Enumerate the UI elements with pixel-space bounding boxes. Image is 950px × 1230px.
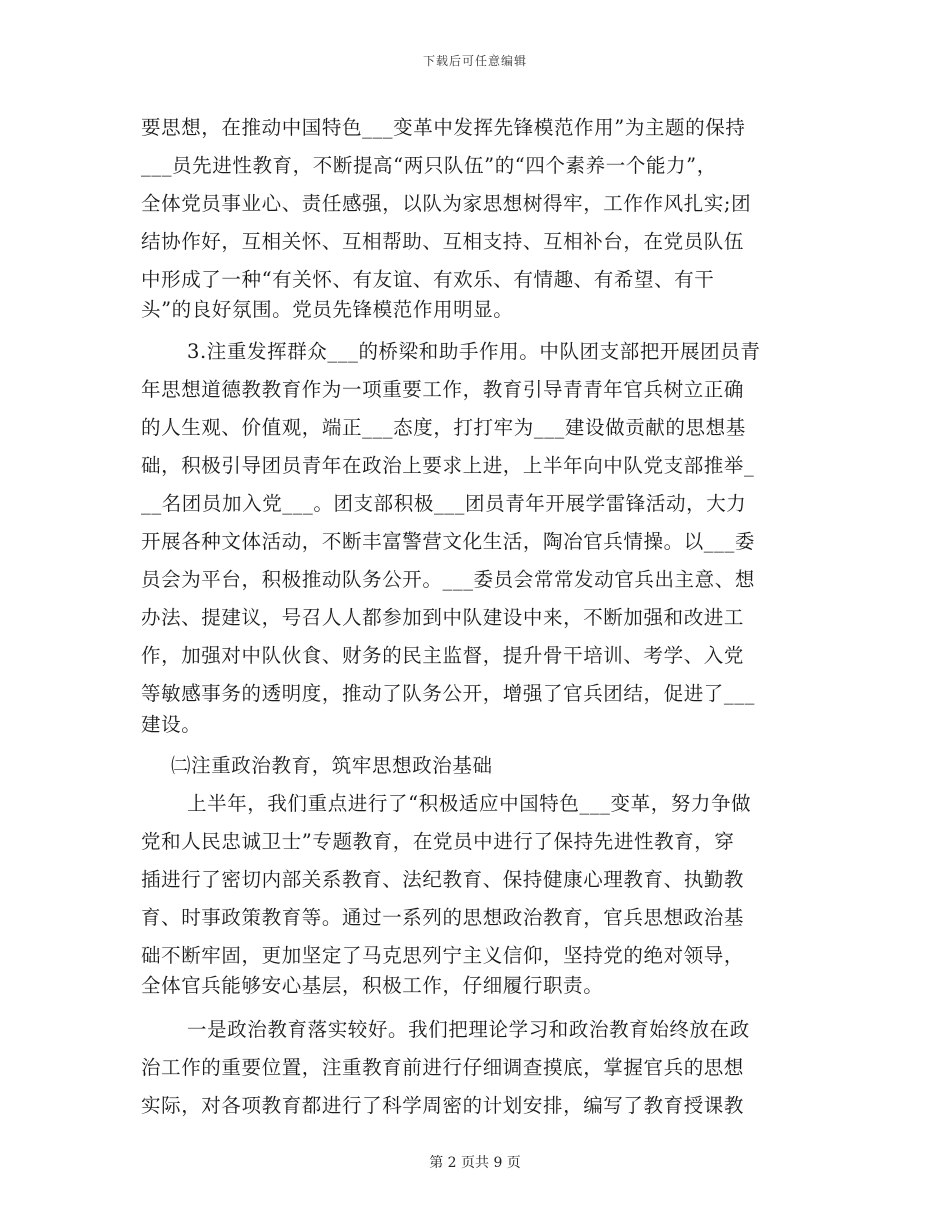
body-line: 础不断牢固，更加坚定了马克思列宁主义信仰，坚持党的绝对领导， [141,944,745,967]
body-line: __名团员加入党___。团支部积极___团员青年开展学雷锋活动，大力 [141,492,747,515]
section-heading: ㈡注重政治教育，筑牢思想政治基础 [171,754,493,777]
page-footer: 第 2 页共 9 页 [429,1155,521,1171]
body-line: ___员先进性教育，不断提高“两只队伍”的“四个素养一个能力”， [141,154,717,177]
body-line: 础，积极引导团员青年在政治上要求上进，上半年向中队党支部推举_ [141,454,755,477]
body-line: 办法、提建议，号召人人都参加到中队建设中来，不断加强和改进工 [141,606,745,629]
body-line: 上半年，我们重点进行了“积极适应中国特色___变革，努力争做 [187,792,752,815]
body-line: 员会为平台，积极推动队务公开。___委员会常常发动官兵出主意、想 [141,568,755,591]
body-line: 一是政治教育落实较好。我们把理论学习和政治教育始终放在政 [187,1018,750,1041]
body-line: 结协作好，互相关怀、互相帮助、互相支持、互相补台，在党员队伍 [141,230,745,253]
body-line: 头”的良好氛围。党员先锋模范作用明显。 [141,298,514,321]
body-line: 3.注重发挥群众___的桥梁和助手作用。中队团支部把开展团员青 [187,340,761,363]
page-header: 下载后可任意编辑 [422,54,527,68]
body-line: 中形成了一种“有关怀、有友谊、有欢乐、有情趣、有希望、有干 [141,268,715,291]
body-line: 实际，对各项教育都进行了科学周密的计划安排，编写了教育授课教 [141,1094,745,1117]
body-line: 建设。 [141,713,202,736]
body-line: 作，加强对中队伙食、财务的民主监督，提升骨干培训、考学、入党 [141,644,745,667]
body-line: 全体党员事业心、责任感强，以队为家思想树得牢，工作作风扎实;团 [141,192,752,215]
body-line: 的人生观、价值观，端正___态度，打打牢为___建设做贡献的思想基 [141,416,746,439]
body-line: 要思想，在推动中国特色___变革中发挥先锋模范作用”为主题的保持 [141,116,746,139]
body-line: 插进行了密切内部关系教育、法纪教育、保持健康心理教育、执勤教 [141,868,745,891]
body-line: 等敏感事务的透明度，推动了队务公开，增强了官兵团结，促进了___ [141,682,755,705]
body-line: 治工作的重要位置，注重教育前进行仔细调查摸底，掌握官兵的思想 [141,1056,745,1079]
body-line: 年思想道德教教育作为一项重要工作，教育引导青青年官兵树立正确 [141,378,745,401]
body-line: 全体官兵能够安心基层，积极工作，仔细履行职责。 [141,974,604,997]
body-line: 开展各种文体活动，不断丰富警营文化生活，陶冶官兵情操。以___委 [141,530,755,553]
body-line: 党和人民忠诚卫士”专题教育，在党员中进行了保持先进性教育，穿 [141,830,735,853]
body-line: 育、时事政策教育等。通过一系列的思想政治教育，官兵思想政治基 [141,906,745,929]
